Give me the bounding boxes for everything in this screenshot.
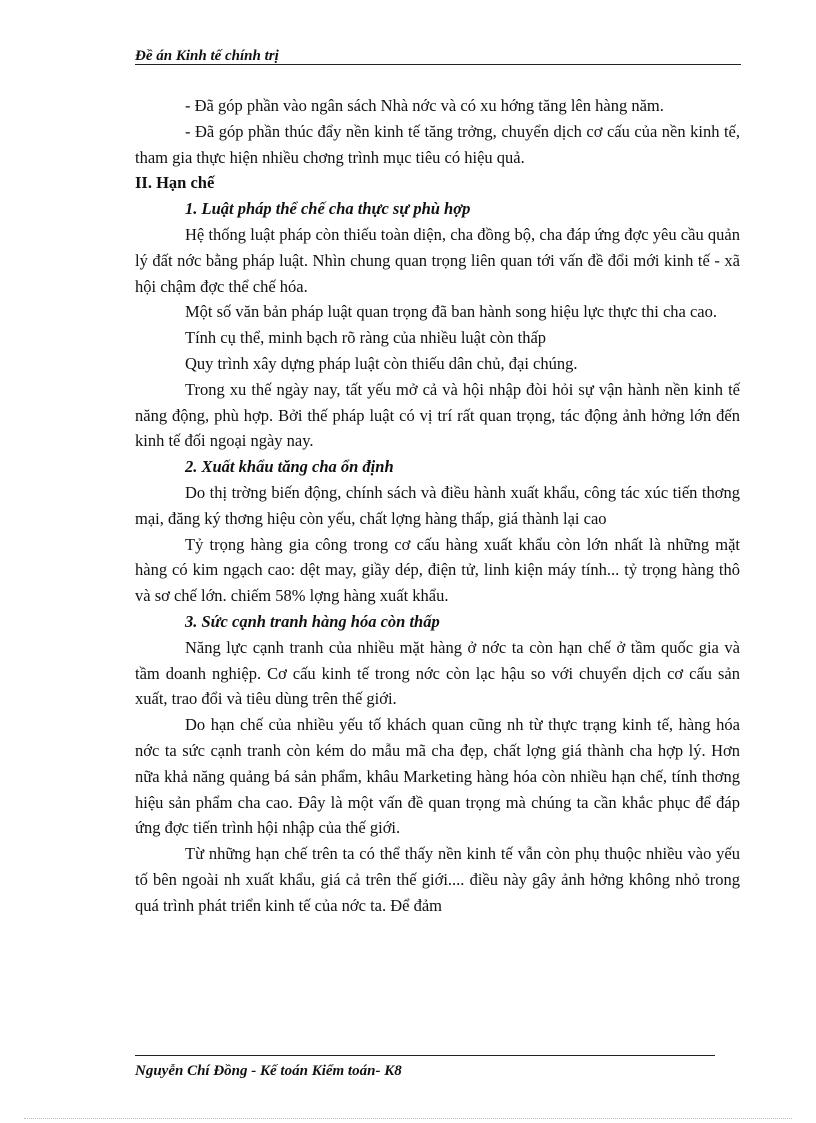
footer-rule	[135, 1055, 715, 1056]
subsection-heading: 3. Sức cạnh tranh hàng hóa còn thấp	[185, 611, 440, 631]
paragraph: Quy trình xây dựng pháp luật còn thiếu dân chủ, đại chúng.	[185, 353, 578, 373]
running-header-title: Đề án Kinh tế chính trị	[135, 48, 279, 64]
paragraph: Từ những hạn chế trên ta có thể thấy nền kinh tế vẫn còn phụ thuộc nhiều vào yếu tố bên ngoài nh xuất khẩu, giá cả trên thế giới.... điều này gây ảnh hởng không nhỏ trong quá trình phát triển kinh tế của nớc ta. Để đảm	[135, 844, 740, 915]
paragraph: - Đã góp phần thúc đẩy nền kinh tế tăng trởng, chuyển dịch cơ cấu của nền kinh tế, tham gia thực hiện nhiều chơng trình mục tiêu có hiệu quả.	[135, 121, 740, 167]
section-heading: II. Hạn chế	[135, 173, 215, 193]
paragraph: - Đã góp phần vào ngân sách Nhà nớc và có xu hớng tăng lên hàng năm.	[185, 96, 664, 115]
paragraph: Năng lực cạnh tranh của nhiều mặt hàng ở nớc ta còn hạn chế ở tầm quốc gia và tầm doanh nghiệp. Cơ cấu kinh tế trong nớc còn lạc hậu so với chuyển dịch cơ cấu sản xuất, trao đổi và tiêu dùng trên thế giới.	[135, 637, 740, 709]
running-footer: Nguyễn Chí Đồng - Kế toán Kiểm toán- K8	[135, 1063, 402, 1079]
paragraph: Do thị trờng biến động, chính sách và điều hành xuất khẩu, công tác xúc tiến thơng mại, đăng ký thơng hiệu còn yếu, chất lợng hàng thấp, giá thành lại cao	[135, 482, 740, 528]
subsection-heading: 1. Luật pháp thể chế cha thực sự phù hợp	[185, 199, 471, 219]
document-body	[135, 93, 740, 919]
paragraph: Trong xu thế ngày nay, tất yếu mở cả và hội nhập đòi hỏi sự vận hành nền kinh tế năng động, phù hợp. Bởi thế pháp luật có vị trí rất quan trọng, tác động ảnh hởng lớn đến kinh tế đối ngoại ngày nay.	[135, 379, 740, 451]
header-rule	[135, 64, 741, 65]
paragraph: Tỷ trọng hàng gia công trong cơ cấu hàng xuất khẩu còn lớn nhất là những mặt hàng có kim ngạch cao: dệt may, giầy dép, điện tử, linh kiện máy tính... tỷ trọng hàng thô và sơ chế lớn. chiếm 58% lợng hàng xuất khẩu.	[135, 534, 740, 606]
paragraph: Do hạn chế của nhiều yếu tố khách quan cũng nh từ thực trạng kinh tế, hàng hóa nớc ta sức cạnh tranh còn kém do mẫu mã cha đẹp, chất lợng giá thành cha hợp lý. Hơn nữa khả năng quảng bá sản phẩm, khâu Marketing hàng hóa còn nhiều hạn chế, tính thơng hiệu sản phẩm cha cao. Đây là một vấn đề quan trọng mà chúng ta cần khắc phục để đáp ứng đợc tiến trình hội nhập của thế giới.	[135, 715, 740, 838]
paragraph: Tính cụ thể, minh bạch rõ ràng của nhiều luật còn thấp	[185, 328, 547, 348]
subsection-heading: 2. Xuất khẩu tăng cha ổn định	[185, 457, 394, 477]
page-edge-line	[24, 1118, 792, 1119]
paragraph: Hệ thống luật pháp còn thiếu toàn diện, cha đồng bộ, cha đáp ứng đợc yêu cầu quản lý đất nớc bằng pháp luật. Nhìn chung quan trọng liên quan tới vấn đề đổi mới kinh tế - xã hội chậm đợc thể chế hóa.	[135, 224, 740, 296]
paragraph: Một số văn bản pháp luật quan trọng đã ban hành song hiệu lực thực thi cha cao.	[185, 302, 718, 322]
